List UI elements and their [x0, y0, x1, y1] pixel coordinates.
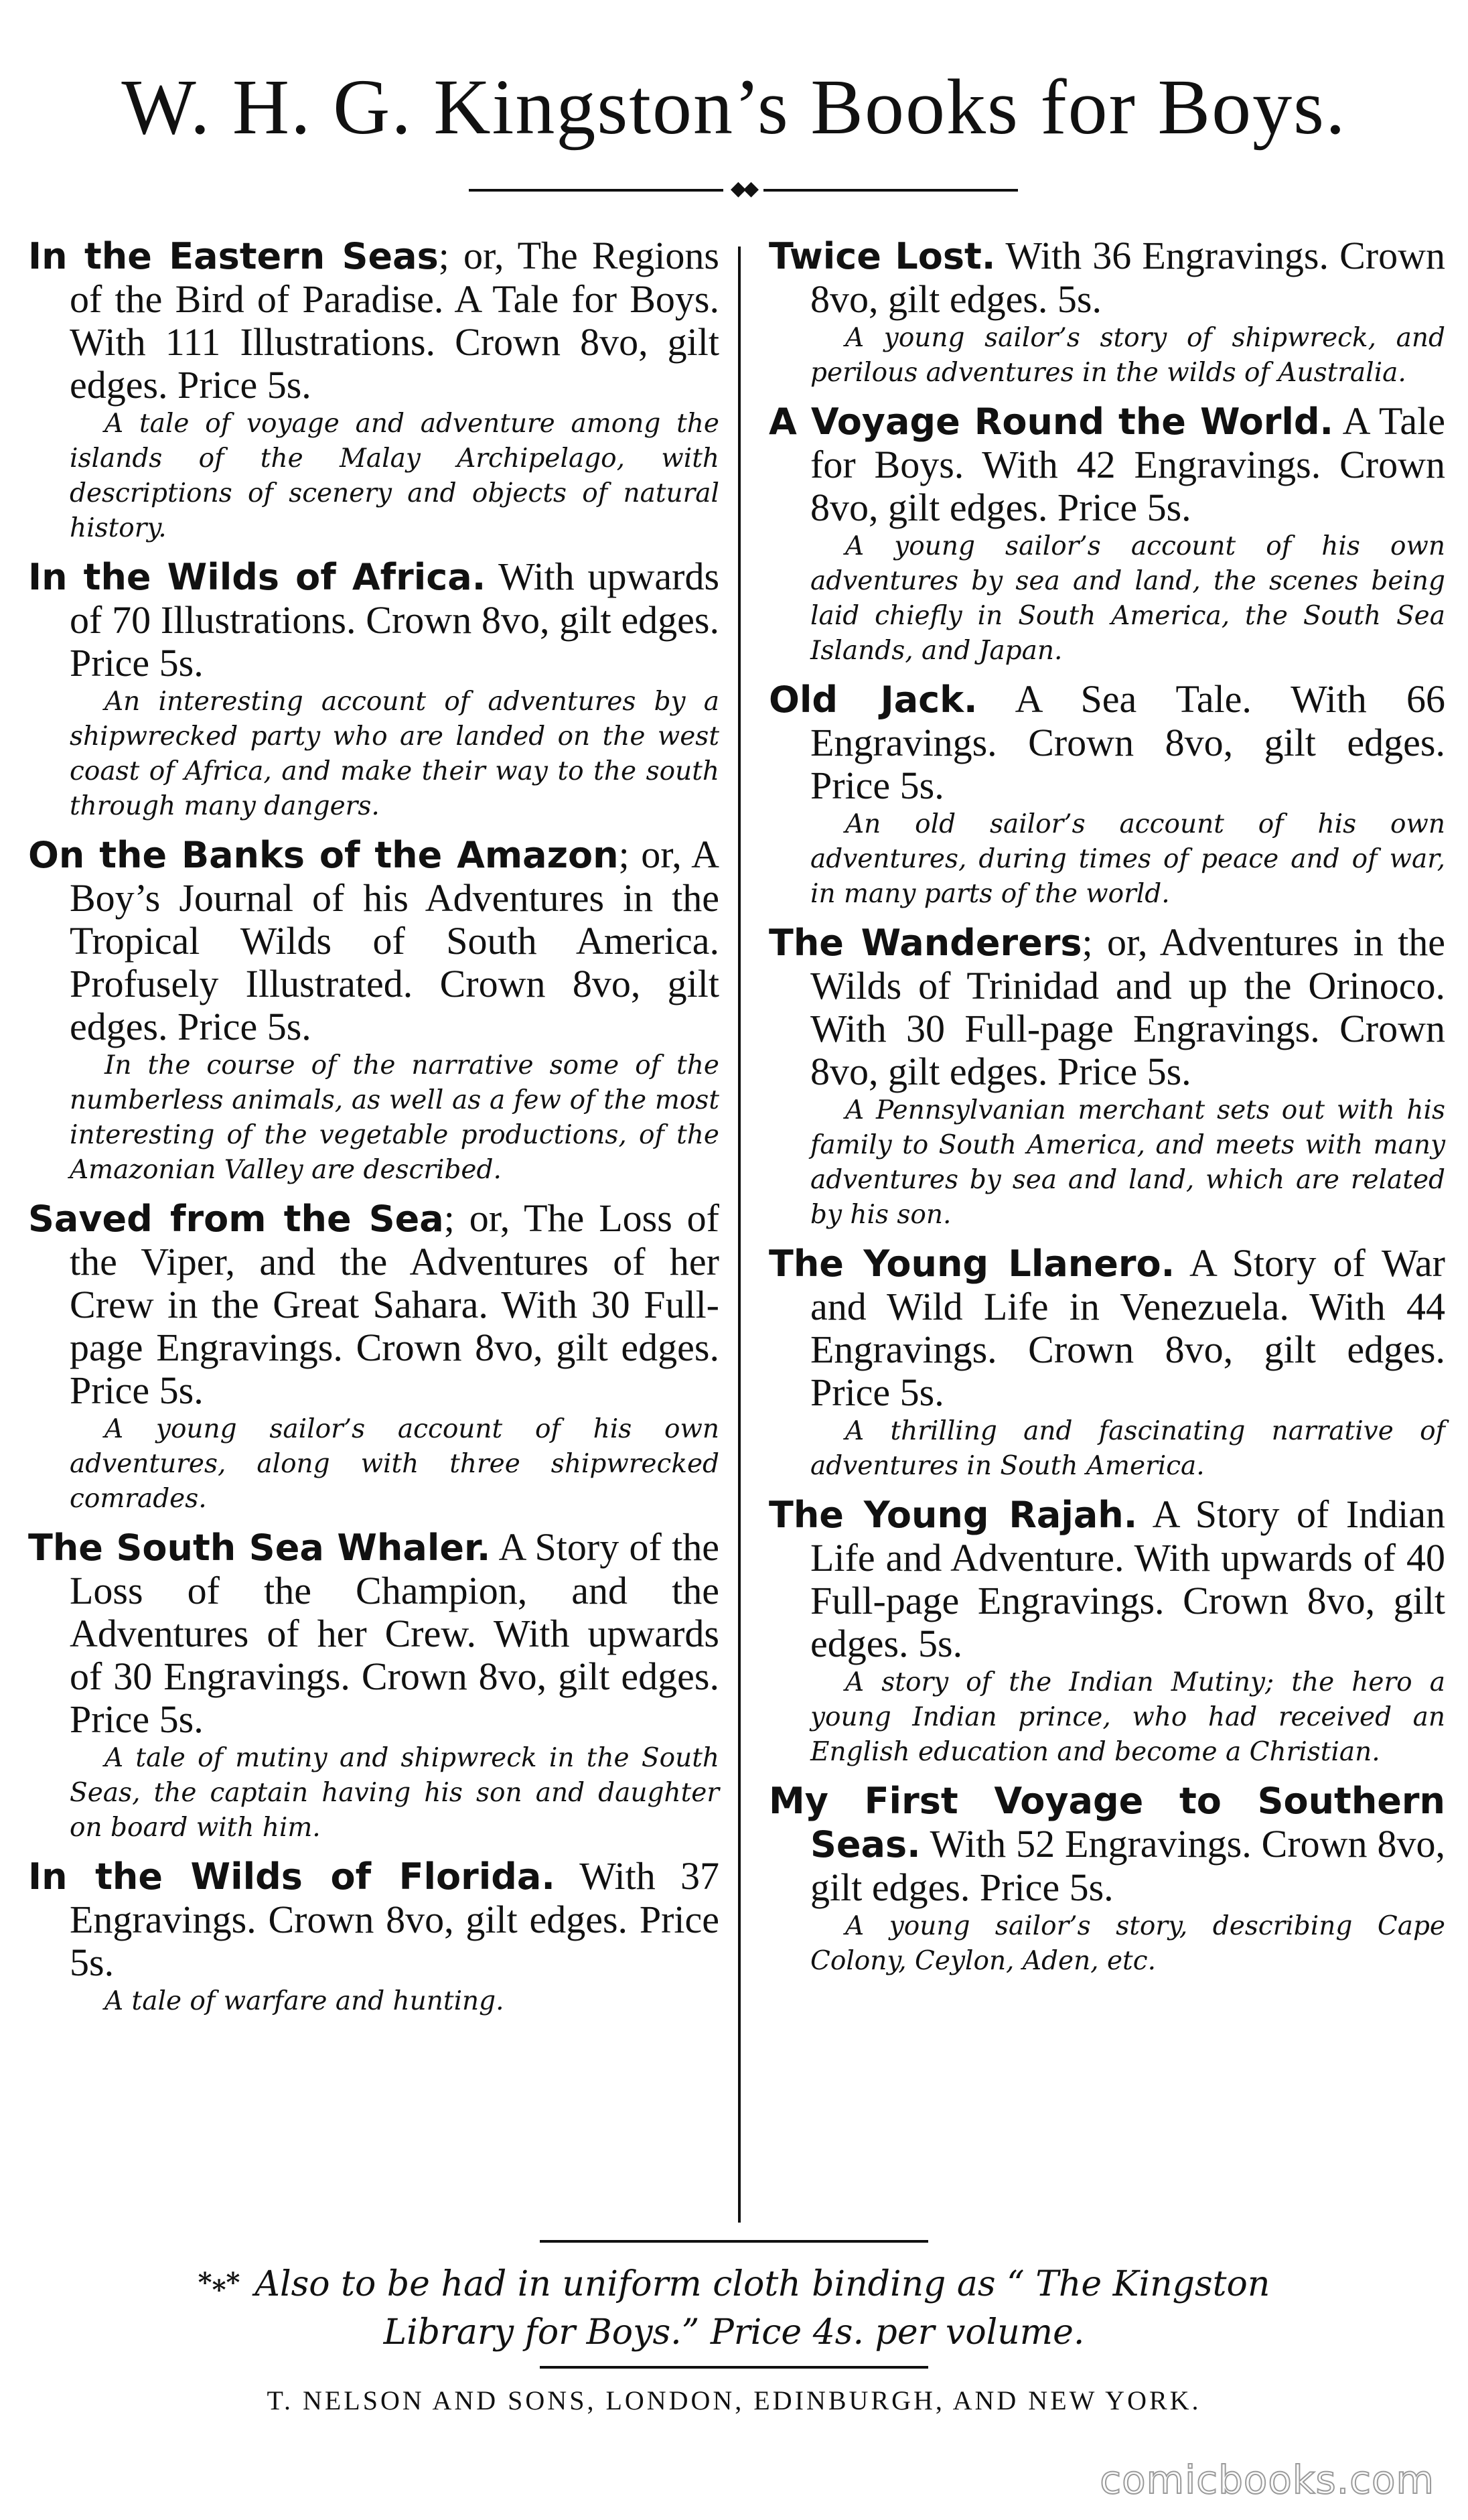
- book-description: A young sailor’s account of his own adventures, along with three shipwrecked comrades.: [70, 1414, 719, 1514]
- book-body: [769, 1242, 1445, 1414]
- book-title: The Wanderers: [769, 922, 1082, 964]
- page-title: W. H. G. Kingston’s Books for Boys.: [121, 63, 1347, 151]
- book-title-separator: ; or,: [618, 833, 692, 876]
- book-title: Twice Lost.: [769, 235, 996, 277]
- book-title-separator: [555, 1854, 579, 1898]
- book-body: [28, 833, 719, 1048]
- book-details: A Boy’s Journal of his Adventures in the Tropical Wilds of South America. Profusely Illustrated. Crown 8vo, gilt edges. Price 5s.: [70, 833, 719, 1048]
- book-title: In the Wilds of Florida.: [28, 1856, 555, 1898]
- book-description: An old sailor’s account of his own adventures, during times of peace and of war, in many parts of the world.: [810, 809, 1445, 909]
- book-entry: [769, 1493, 1445, 1770]
- watermark: comicbooks.com: [1100, 2457, 1435, 2503]
- book-body: [28, 1855, 719, 1984]
- book-title: A Voyage Round the World.: [769, 401, 1334, 443]
- book-details: The Regions of the Bird of Paradise. A Tale for Boys. With 111 Illustrations. Crown 8vo, gilt edges. Price 5s.: [70, 234, 719, 407]
- book-entry: [28, 1526, 719, 1845]
- book-description: A Pennsylvanian merchant sets out with his family to South America, and meets with many adventures by sea and land, which are related by his son.: [810, 1095, 1445, 1230]
- book-body: [769, 1493, 1445, 1665]
- book-title: The Young Llanero.: [769, 1243, 1175, 1285]
- book-entry: [769, 678, 1445, 912]
- book-description: A young sailor’s story, describing Cape Colony, Ceylon, Aden, etc.: [810, 1911, 1445, 1976]
- book-entry: [769, 921, 1445, 1233]
- book-entry: [28, 1197, 719, 1517]
- book-description: In the course of the narrative some of the numberless animals, as well as a few of the most interesting of the vegetable productions, of the Amazonian Valley are described.: [70, 1050, 719, 1185]
- book-title: Old Jack.: [769, 679, 978, 721]
- book-details: With 37 Engravings. Crown 8vo, gilt edges. Price 5s.: [70, 1854, 720, 1984]
- book-title-separator: ; or,: [438, 234, 518, 277]
- book-title: In the Eastern Seas: [28, 235, 439, 277]
- book-title-separator: [1137, 1492, 1152, 1536]
- book-title: The Young Rajah.: [769, 1494, 1138, 1536]
- book-entry: [769, 234, 1445, 391]
- book-title: On the Banks of the Amazon: [28, 834, 619, 876]
- book-title: The South Sea Whaler.: [28, 1527, 491, 1569]
- book-details: A Story of the Loss of the Champion, and the Adventures of her Crew. With upwards of 30 Engravings. Crown 8vo, gilt edges. Price 5s.: [70, 1525, 719, 1741]
- book-description: A young sailor’s story of shipwreck, and perilous adventures in the wilds of Australia.: [810, 323, 1445, 388]
- book-description: A tale of voyage and adventure among the islands of the Malay Archipelago, with descriptions of scenery and objects of natural history.: [70, 409, 719, 543]
- book-details: With 36 Engravings. Crown 8vo, gilt edges. 5s.: [810, 234, 1445, 321]
- book-details: A Sea Tale. With 66 Engravings. Crown 8vo, gilt edges. Price 5s.: [810, 677, 1445, 807]
- book-description: A tale of warfare and hunting.: [104, 1986, 504, 2016]
- book-body: [769, 678, 1445, 807]
- book-title: My First Voyage to Southern Seas.: [769, 1780, 1445, 1866]
- left-column: [28, 234, 719, 2028]
- book-entry: [769, 400, 1445, 669]
- book-title-separator: [490, 1525, 498, 1569]
- book-entry: [28, 1855, 719, 2019]
- footnote: [0, 2259, 1468, 2357]
- book-details: A Tale for Boys. With 42 Engravings. Crown 8vo, gilt edges. Price 5s.: [810, 399, 1445, 529]
- footnote-line-1: [0, 2259, 1468, 2308]
- book-title-separator: [1333, 399, 1343, 443]
- footnote-rule-bottom: [540, 2366, 928, 2369]
- book-details: A Story of War and Wild Life in Venezuela. With 44 Engravings. Crown 8vo, gilt edges. Price 5s.: [810, 1241, 1445, 1414]
- column-divider: [738, 247, 741, 2223]
- book-title: In the Wilds of Africa.: [28, 556, 486, 598]
- book-title-separator: [1175, 1241, 1189, 1285]
- book-title-separator: [978, 677, 1015, 721]
- book-details: The Loss of the Viper, and the Adventures of her Crew in the Great Sahara. With 30 Full-page Engravings. Crown 8vo, gilt edges. Price 5s.: [70, 1196, 719, 1412]
- book-description: A story of the Indian Mutiny; the hero a young Indian prince, who had received an English education and become a Christian.: [810, 1667, 1445, 1767]
- book-description: A young sailor’s account of his own adventures by sea and land, the scenes being laid chiefly in South America, the South Sea Islands, and Japan.: [810, 531, 1445, 666]
- book-entry: [769, 1779, 1445, 1979]
- book-body: [28, 1197, 719, 1412]
- book-entry: [28, 234, 719, 546]
- book-title-separator: ; or,: [1082, 920, 1160, 964]
- book-details: Adventures in the Wilds of Trinidad and up the Orinoco. With 30 Full-page Engravings. Crown 8vo, gilt edges. Price 5s.: [810, 920, 1446, 1093]
- book-details: A Story of Indian Life and Adventure. With upwards of 40 Full-page Engravings. Crown 8vo, gilt edges. 5s.: [810, 1492, 1446, 1665]
- ornament-icon: ◆◆: [723, 176, 763, 202]
- footnote-line-2: Library for Boys.” Price 4s. per volume.: [383, 2312, 1085, 2353]
- book-details: With 52 Engravings. Crown 8vo, gilt edges. Price 5s.: [810, 1822, 1446, 1909]
- book-title-separator: [921, 1822, 930, 1866]
- book-entry: [28, 833, 719, 1188]
- publisher-imprint: T. NELSON AND SONS, LONDON, EDINBURGH, AND NEW YORK.: [267, 2385, 1201, 2416]
- book-description: A thrilling and fascinating narrative of adventures in South America.: [810, 1416, 1445, 1481]
- asterism: *⁎*: [198, 2267, 240, 2298]
- book-details: With upwards of 70 Illustrations. Crown 8vo, gilt edges. Price 5s.: [70, 555, 720, 685]
- book-entry: [769, 1242, 1445, 1484]
- book-body: [769, 1779, 1445, 1909]
- footnote-text-1: Also to be had in uniform cloth binding as “ The Kingston: [254, 2264, 1270, 2304]
- book-body: [28, 1526, 719, 1741]
- book-title: Saved from the Sea: [28, 1198, 444, 1240]
- book-body: [769, 400, 1445, 529]
- footnote-rule-top: [540, 2240, 928, 2243]
- book-body: [28, 555, 719, 685]
- book-body: [28, 234, 719, 407]
- book-body: [769, 234, 1445, 321]
- right-column: [769, 234, 1445, 1988]
- book-body: [769, 921, 1445, 1093]
- book-title-separator: ; or,: [443, 1196, 524, 1240]
- book-title-separator: [995, 234, 1005, 277]
- book-description: A tale of mutiny and shipwreck in the South Seas, the captain having his son and daughter on board with him.: [70, 1743, 719, 1843]
- book-entry: [28, 555, 719, 824]
- book-description: An interesting account of adventures by a shipwrecked party who are landed on the west coast of Africa, and make their way to the south through many dangers.: [70, 687, 719, 821]
- book-title-separator: [486, 555, 498, 598]
